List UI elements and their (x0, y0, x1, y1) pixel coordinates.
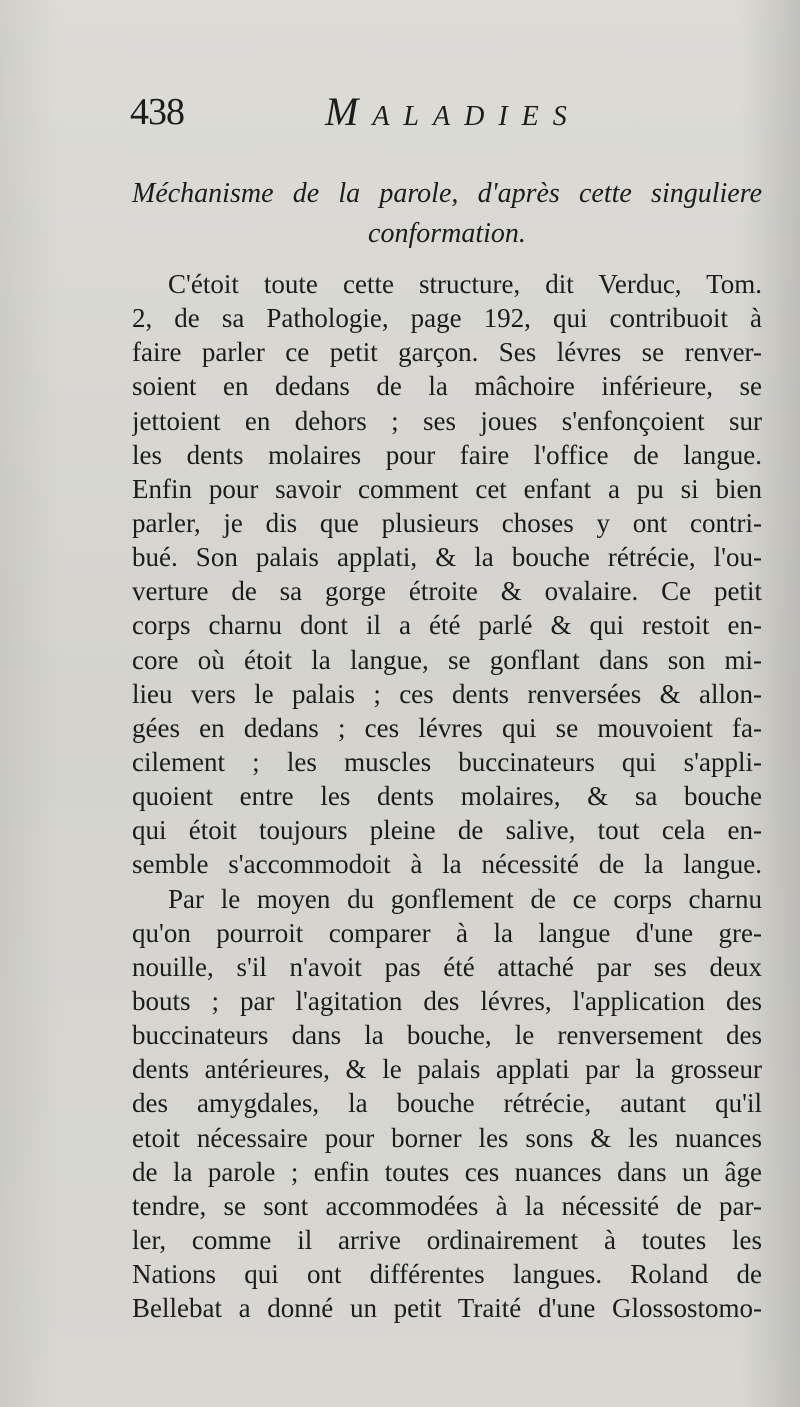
text-line: de la parole ; enfin toutes ces nuances dans un âge (132, 1156, 762, 1187)
text-line: jettoient en dehors ; ses joues s'enfonçoient sur (132, 405, 762, 436)
text-line: etoit nécessaire pour borner les sons & les nuances (132, 1122, 762, 1153)
text-line: quoient entre les dents molaires, & sa bouche (132, 781, 762, 812)
text-line: bouts ; par l'agitation des lévres, l'application des (132, 985, 762, 1016)
section-title (132, 174, 762, 254)
text-line: gées en dedans ; ces lévres qui se mouvoient fa- (132, 712, 762, 743)
page-number: 438 (130, 91, 184, 133)
text-line: 2, de sa Pathologie, page 192, qui contribuoit à (132, 303, 762, 334)
text-line: tendre, se sont accommodées à la nécessité de par- (132, 1190, 762, 1221)
text-line: buccinateurs dans la bouche, le renversement des (132, 1020, 762, 1051)
section-title-line-1: Méchanisme de la parole, d'après cette singuliere (132, 178, 762, 209)
text-line: Bellebat a donné un petit Traité d'une Glossostomo- (132, 1293, 762, 1324)
text-line: corps charnu dont il a été parlé & qui restoit en- (132, 610, 762, 641)
text-line: core où étoit la langue, se gonflant dans son mi- (132, 644, 762, 675)
text-line: semble s'accommodoit à la nécessité de la langue. (132, 849, 762, 880)
text-line: faire parler ce petit garçon. Ses lévres se renver- (132, 337, 762, 368)
text-line: ler, comme il arrive ordinairement à toutes les (132, 1224, 762, 1255)
running-head: Maladies (325, 89, 581, 134)
text-line: qu'on pourroit comparer à la langue d'une gre- (132, 917, 762, 948)
section-title-line-2: conformation. (368, 218, 526, 249)
text-line: bué. Son palais applati, & la bouche rétrécie, l'ou- (132, 542, 762, 573)
text-line: soient en dedans de la mâchoire inférieure, se (132, 371, 762, 402)
body-text (132, 267, 762, 1325)
text-line: Par le moyen du gonflement de ce corps charnu (168, 883, 762, 914)
text-line: dents antérieures, & le palais applati par la grosseur (132, 1054, 762, 1085)
text-line: qui étoit toujours pleine de salive, tout cela en- (132, 815, 762, 846)
text-line: parler, je dis que plusieurs choses y ont contri- (132, 507, 762, 538)
text-line: nouille, s'il n'avoit pas été attaché par ses deux (132, 951, 762, 982)
text-line: verture de sa gorge étroite & ovalaire. Ce petit (132, 576, 762, 607)
text-line: les dents molaires pour faire l'office de langue. (132, 439, 762, 470)
text-line: C'étoit toute cette structure, dit Verduc, Tom. (168, 269, 762, 299)
text-line: des amygdales, la bouche rétrécie, autant qu'il (132, 1088, 762, 1119)
text-line: Enfin pour savoir comment cet enfant a pu si bien (132, 473, 762, 504)
page-header (130, 88, 640, 138)
text-line: Nations qui ont différentes langues. Roland de (132, 1259, 762, 1290)
text-line: cilement ; les muscles buccinateurs qui s'appli- (132, 746, 762, 777)
text-line: lieu vers le palais ; ces dents renversées & allon- (132, 678, 762, 709)
